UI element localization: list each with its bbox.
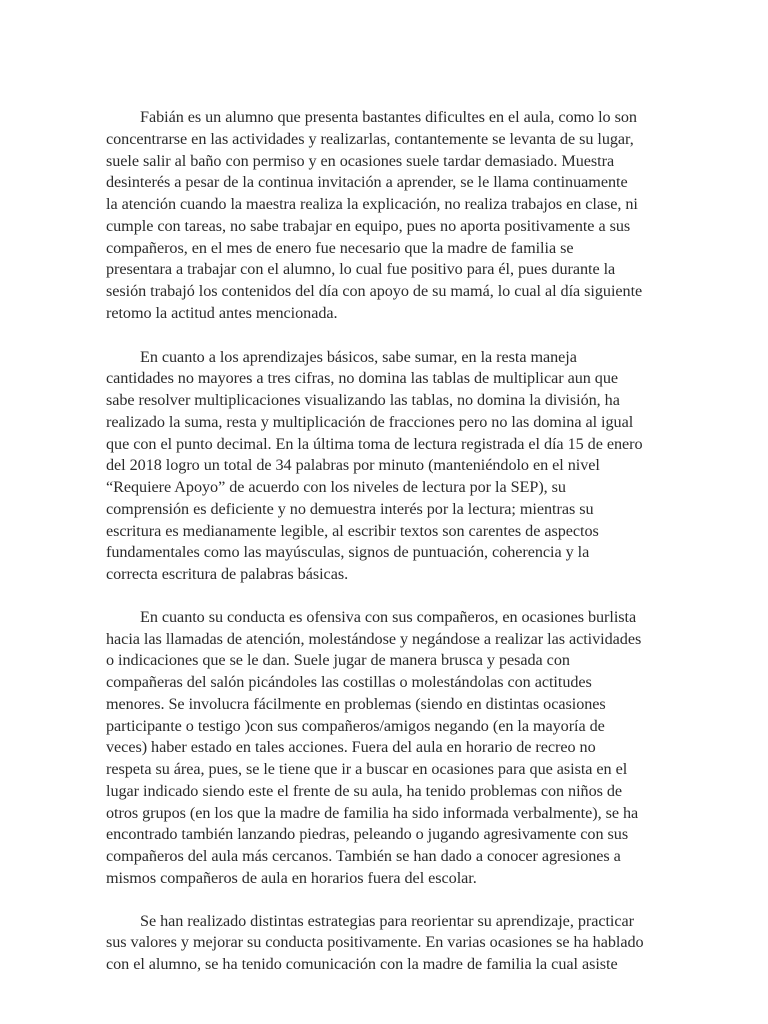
text-line: cantidades no mayores a tres cifras, no domina las tablas de multiplicar aun que [106,369,619,388]
text-line: veces) haber estado en tales acciones. Fuera del aula en horario de recreo no [106,738,596,757]
text-line: que con el punto decimal. En la última toma de lectura registrada el día 15 de enero [106,434,643,453]
text-line: escritura es medianamente legible, al escribir textos son carentes de aspectos [106,521,599,540]
text-line: respeta su área, pues, se le tiene que ir a buscar en ocasiones para que asista en el [106,760,628,778]
text-line: lugar indicado siendo este el frente de su aula, ha tenido problemas con niños de [106,781,623,800]
text-line: “Requiere Apoyo” de acuerdo con los niveles de lectura por la SEP), su [106,478,566,496]
text-line: participante o testigo )con sus compañeros/amigos negando (en la mayoría de [106,716,605,735]
text-line: Se han realizado distintas estrategias para reorientar su aprendizaje, practicar [140,911,634,930]
paragraph-strategies [106,911,662,976]
text-line: o indicaciones que se le dan. Suele jugar de manera brusca y pesada con [106,651,570,670]
text-line: sus valores y mejorar su conducta positivamente. En varias ocasiones se ha hablado [106,933,644,952]
text-line: presentara a trabajar con el alumno, lo cual fue positivo para él, pues durante la [106,260,616,279]
text-line: sesión trabajó los contenidos del día con apoyo de su mamá, lo cual al día siguiente [106,282,643,300]
text-line: encontrado también lanzando piedras, peleando o jugando agresivamente con sus [106,825,629,844]
text-line: sabe resolver multiplicaciones visualizando las tablas, no domina la división, ha [106,391,620,409]
paragraph-conduct [106,607,662,890]
text-line: fundamentales como las mayúsculas, signos de puntuación, coherencia y la [106,543,590,562]
text-line: realizado la suma, resta y multiplicación de fracciones pero no las domina al igual [106,412,634,431]
text-line: otros grupos (en los que la madre de familia ha sido informada verbalmente), se ha [106,803,639,822]
text-line: retomo la actitud antes mencionada. [106,303,338,322]
text-line: mismos compañeros de aula en horarios fuera del escolar. [106,868,477,887]
text-line: con el alumno, se ha tenido comunicación con la madre de familia la cual asiste [106,955,618,973]
text-line: compañeros del aula más cercanos. También se han dado a conocer agresiones a [106,847,621,865]
text-line: compañeras del salón picándoles las costillas o molestándolas con actitudes [106,673,592,691]
text-line: menores. Se involucra fácilmente en problemas (siendo en distintas ocasiones [106,694,606,713]
text-line: concentrarse en las actividades y realizarlas, contantemente se levanta de su lugar, [106,129,634,148]
paragraph-behavior-overview [106,107,662,325]
text-line: En cuanto su conducta es ofensiva con sus compañeros, en ocasiones burlista [140,607,637,626]
text-line: En cuanto a los aprendizajes básicos, sabe sumar, en la resta maneja [140,347,577,366]
text-line: cumple con tareas, no sabe trabajar en equipo, pues no aporta positivamente a sus [106,216,631,235]
paragraph-basic-learning [106,347,662,586]
text-line: desinterés a pesar de la continua invitación a aprender, se le llama continuamente [106,173,628,192]
text-line: hacia las llamadas de atención, molestándose y negándose a realizar las actividades [106,629,642,648]
text-line: del 2018 logro un total de 34 palabras por minuto (manteniéndolo en el nivel [106,456,600,475]
text-line: la atención cuando la maestra realiza la explicación, no realiza trabajos en clase, ni [106,195,638,213]
text-line: comprensión es deficiente y no demuestra interés por la lectura; mientras su [106,499,594,518]
text-line: compañeros, en el mes de enero fue necesario que la madre de familia se [106,238,574,257]
text-line: Fabián es un alumno que presenta bastantes dificultes en el aula, como lo son [140,108,637,126]
text-line: suele salir al baño con permiso y en ocasiones suele tardar demasiado. Muestra [106,151,615,170]
text-line: correcta escritura de palabras básicas. [106,565,349,583]
